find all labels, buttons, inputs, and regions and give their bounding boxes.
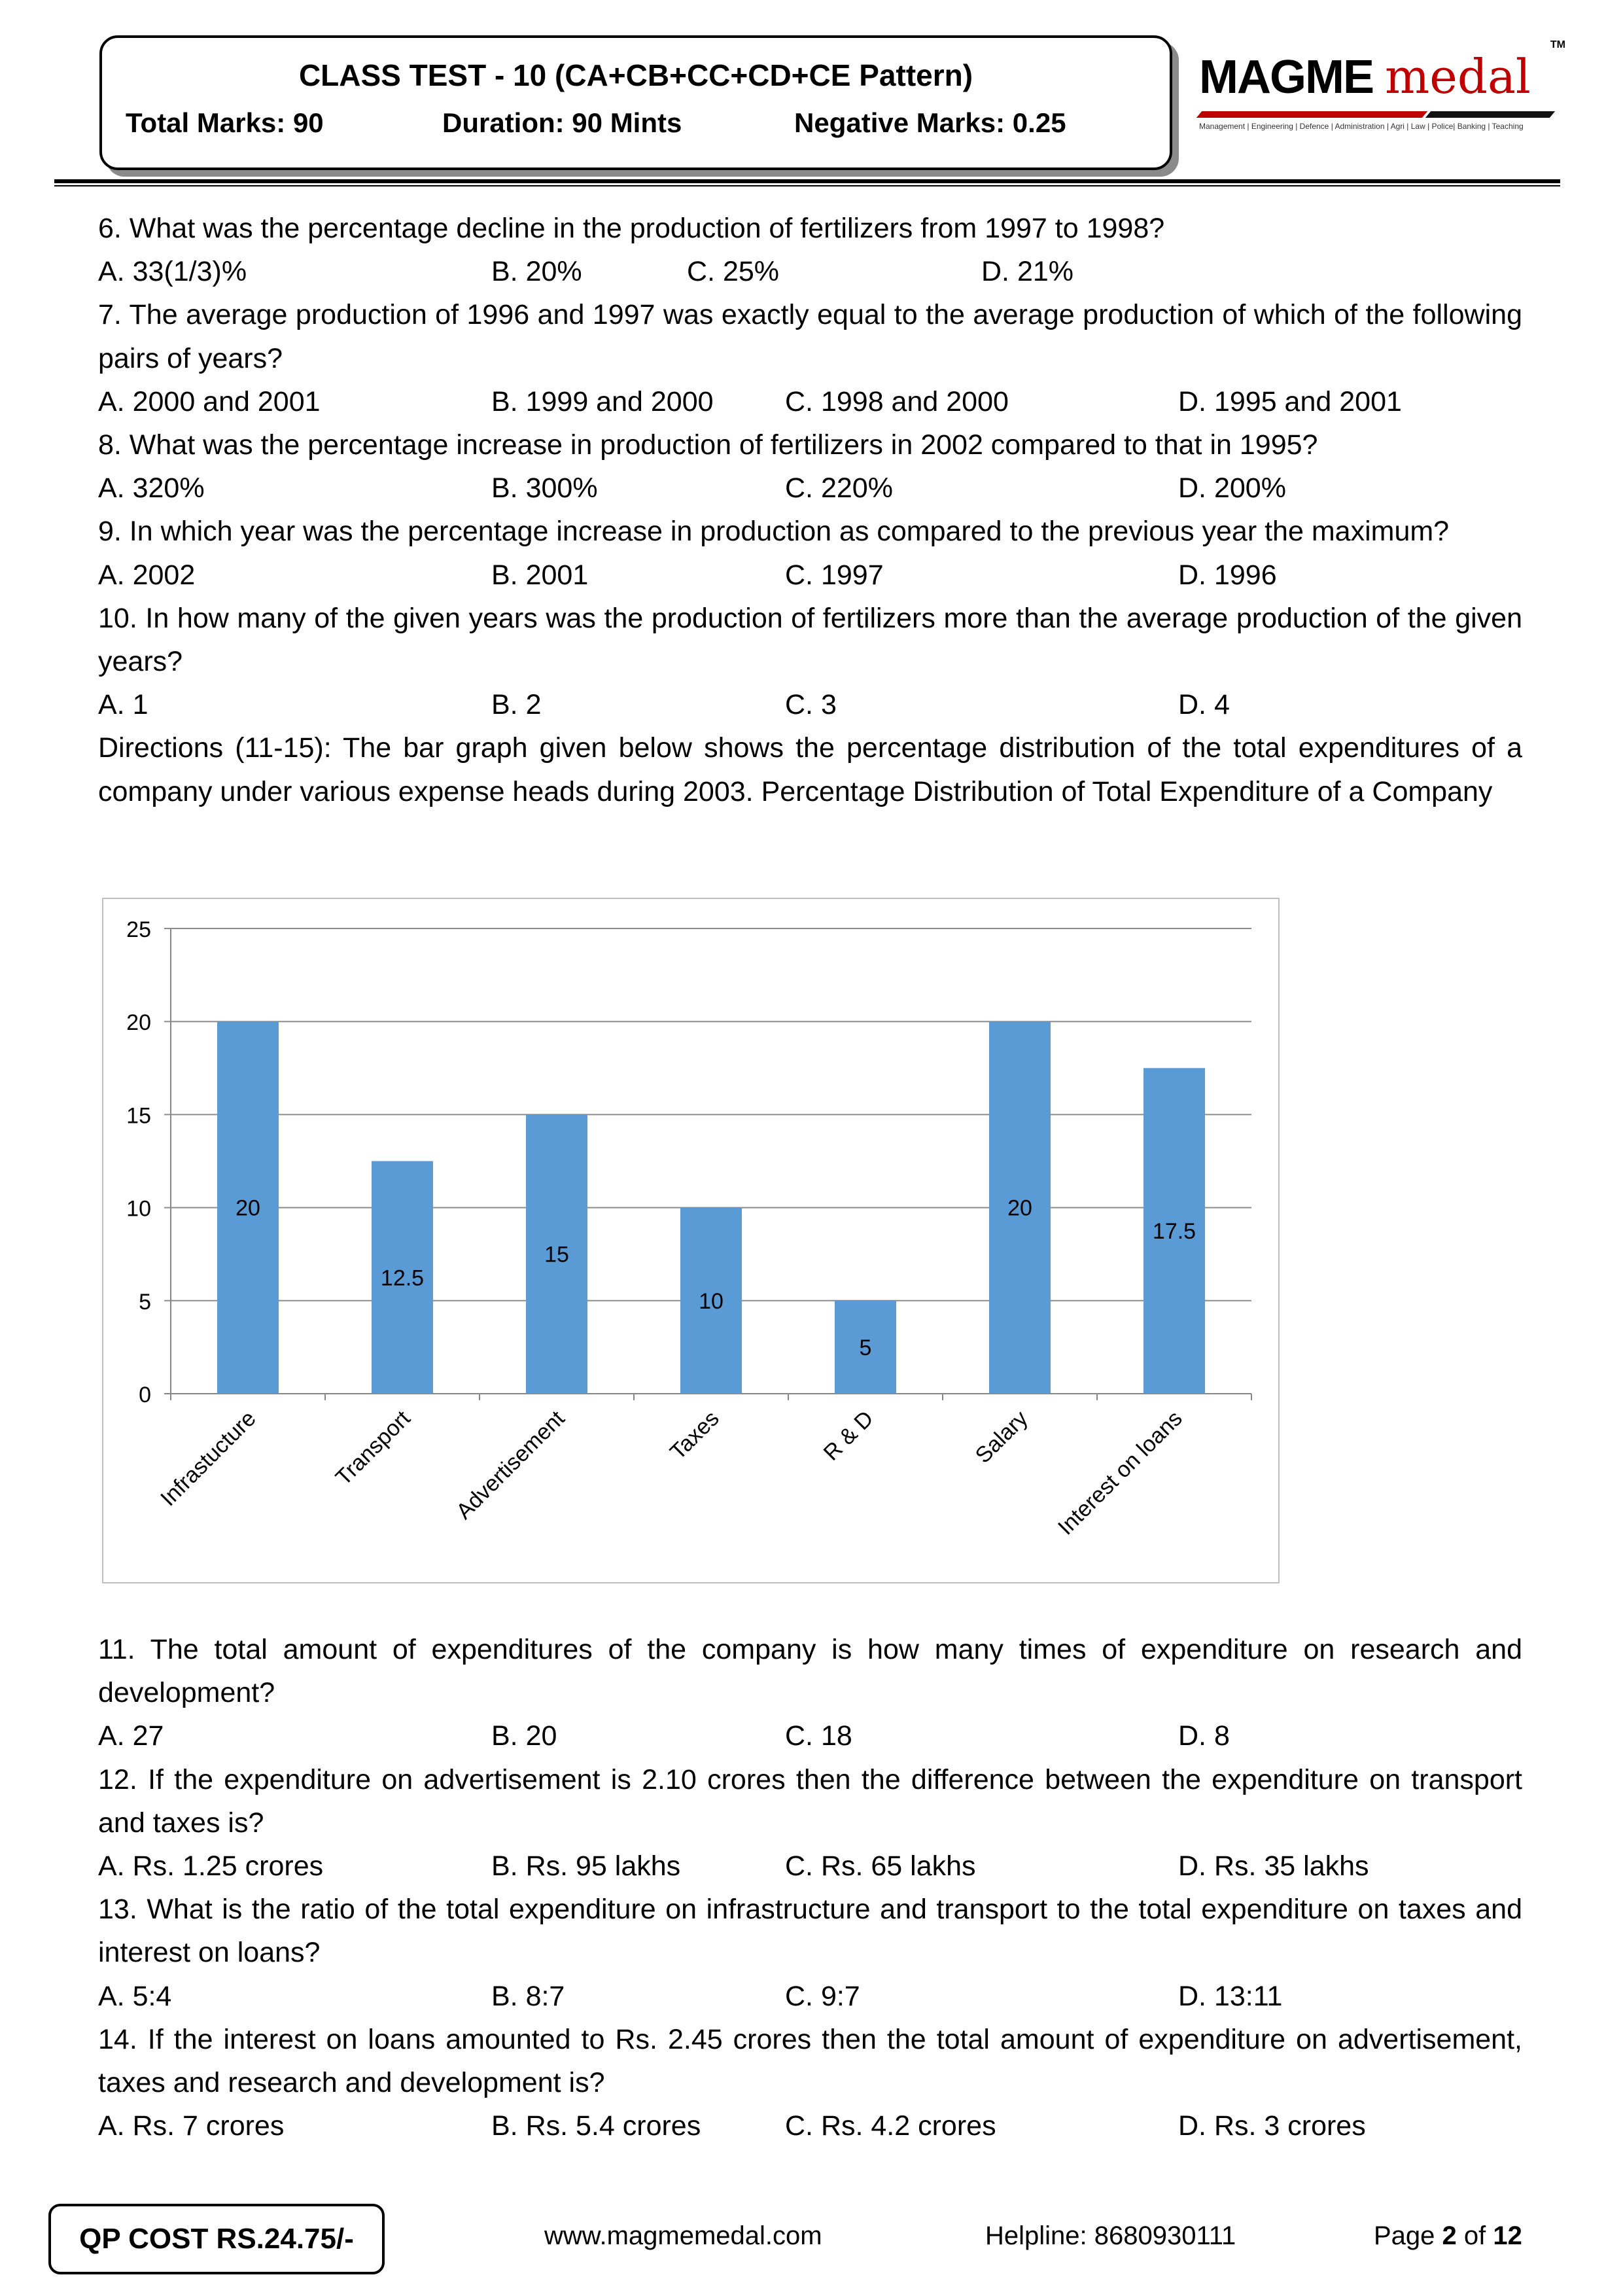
y-tick-label: 20 [126,1010,151,1036]
data-label: 10 [699,1288,724,1314]
option-a: A. 27 [98,1720,164,1752]
option-a: A. 33(1/3)% [98,256,247,288]
option-a: A. Rs. 7 crores [98,2110,285,2142]
question-text: 8. What was the percentage increase in production of fertilizers in 2002 compared to that in 1995? [98,429,1318,461]
directions-text: Directions (11-15): The bar graph given below shows the percentage distribution of the total expenditures of a company under various expense heads during 2003. Percentage Distribution of Total Expenditure of a Company [98,732,1522,807]
test-header-box [99,35,1172,170]
header-rule-thin [54,185,1560,186]
option-a: A. 5:4 [98,1980,172,2012]
option-a: A. 320% [98,472,205,504]
answer-options [98,554,1522,597]
option-a: A. Rs. 1.25 crores [98,1850,324,1882]
option-c: C. 18 [785,1720,852,1752]
option-b: B. Rs. 95 lakhs [491,1850,681,1882]
answer-options [98,380,1522,423]
data-label: 20 [236,1195,260,1221]
option-a: A. 2000 and 2001 [98,385,321,417]
answer-options [98,467,1522,510]
x-category-label: Salary [970,1405,1033,1468]
option-d: D. Rs. 35 lakhs [1178,1850,1369,1882]
option-c: C. 9:7 [785,1980,860,2012]
data-label: 17.5 [1152,1219,1196,1245]
page-total: 12 [1493,2221,1522,2250]
question-text: 13. What is the ratio of the total expenditure on infrastructure and transport to the total expenditure on taxes and interest on loans? [98,1894,1522,1969]
page-of: of [1456,2221,1493,2250]
total-marks: Total Marks: 90 [126,107,324,138]
option-c: C. 220% [785,472,893,504]
option-b: B. 20% [491,256,582,288]
y-tick-label: 25 [126,917,151,942]
footer-helpline: Helpline: 8680930111 [985,2221,1236,2250]
question-text: 7. The average production of 1996 and 1997 was exactly equal to the average production of which of the following pairs of years? [98,299,1522,374]
answer-options [98,1845,1522,1888]
x-category-label: R & D [818,1405,879,1466]
option-b: B. 2 [491,689,542,721]
option-d: D. 21% [981,256,1074,288]
option-d: D. 1996 [1178,559,1277,591]
x-category-label: Interest on loans [1053,1405,1187,1540]
questions-block-1 [98,207,1522,813]
answer-options [98,250,1522,293]
answer-options [98,1975,1522,2018]
x-category-label: Transport [330,1405,415,1491]
logo-red-stripe [1196,111,1427,118]
questions-block-2 [98,1628,1522,2147]
question-text: 6. What was the percentage decline in the production of fertilizers from 1997 to 1998? [98,213,1165,244]
negative-marks: Negative Marks: 0.25 [794,107,1066,138]
test-title: CLASS TEST - 10 (CA+CB+CC+CD+CE Pattern) [298,58,973,92]
y-tick-label: 15 [126,1103,151,1129]
option-b: B. 300% [491,472,598,504]
qp-cost-box [48,2204,385,2274]
question-text: 10. In how many of the given years was the production of fertilizers more than the average production of the given years? [98,602,1522,677]
question-text: 11. The total amount of expenditures of the company is how many times of expenditure on research and development? [98,1634,1522,1709]
logo-trademark: TM [1550,39,1565,50]
option-c: C. Rs. 4.2 crores [785,2110,996,2142]
answer-options [98,683,1522,726]
data-label: 12.5 [380,1265,425,1291]
chart-svg [103,899,1281,1585]
logo-brand-main: MAGME [1199,51,1373,103]
page-current: 2 [1442,2221,1457,2250]
page-prefix: Page [1374,2221,1442,2250]
y-tick-label: 0 [139,1383,151,1407]
option-c: C. 25% [687,256,780,288]
option-d: D. 13:11 [1178,1980,1283,2012]
header-rule [54,179,1560,183]
page-number [1374,2221,1522,2251]
option-b: B. Rs. 5.4 crores [491,2110,701,2142]
option-b: B. 8:7 [491,1980,565,2012]
option-d: D. 200% [1178,472,1286,504]
option-c: C. 1997 [785,559,884,591]
option-d: D. Rs. 3 crores [1178,2110,1366,2142]
question-text: 12. If the expenditure on advertisement is 2.10 crores then the difference between the expenditure on transport and taxes is? [98,1763,1522,1839]
logo-brand-accent: medal [1385,49,1531,104]
option-c: C. 3 [785,689,837,721]
option-d: D. 8 [1178,1720,1230,1752]
y-tick-label: 5 [139,1289,151,1315]
option-c: C. Rs. 65 lakhs [785,1850,976,1882]
logo-black-stripe [1425,111,1555,118]
option-d: D. 4 [1178,689,1230,721]
y-tick-label: 10 [126,1196,151,1222]
qp-cost: QP COST RS.24.75/- [79,2223,354,2255]
magme-medal-logo [1199,39,1565,131]
duration: Duration: 90 Mints [442,107,682,138]
option-b: B. 1999 and 2000 [491,385,714,417]
option-b: B. 20 [491,1720,557,1752]
option-c: C. 1998 and 2000 [785,385,1009,417]
option-a: A. 1 [98,689,148,721]
question-text: 9. In which year was the percentage increase in production as compared to the previous year the maximum? [98,516,1450,548]
option-d: D. 1995 and 2001 [1178,385,1402,417]
x-category-label: Advertisement [451,1405,570,1525]
footer-website[interactable]: www.magmemedal.com [544,2221,822,2250]
option-b: B. 2001 [491,559,589,591]
question-text: 14. If the interest on loans amounted to Rs. 2.45 crores then the total amount of expenditure on advertisement, taxes and research and development is? [98,2023,1522,2098]
logo-tagline: Management | Engineering | Defence | Administration | Agri | Law | Police| Banking | Teaching [1199,122,1524,131]
expenditure-bar-chart [102,898,1280,1583]
answer-options [98,1714,1522,1757]
data-label: 15 [544,1242,569,1267]
x-category-label: Infrastucture [156,1405,261,1511]
data-label: 20 [1007,1195,1032,1221]
x-category-label: Taxes [665,1405,724,1465]
data-label: 5 [859,1335,872,1360]
answer-options [98,2104,1522,2147]
option-a: A. 2002 [98,559,196,591]
